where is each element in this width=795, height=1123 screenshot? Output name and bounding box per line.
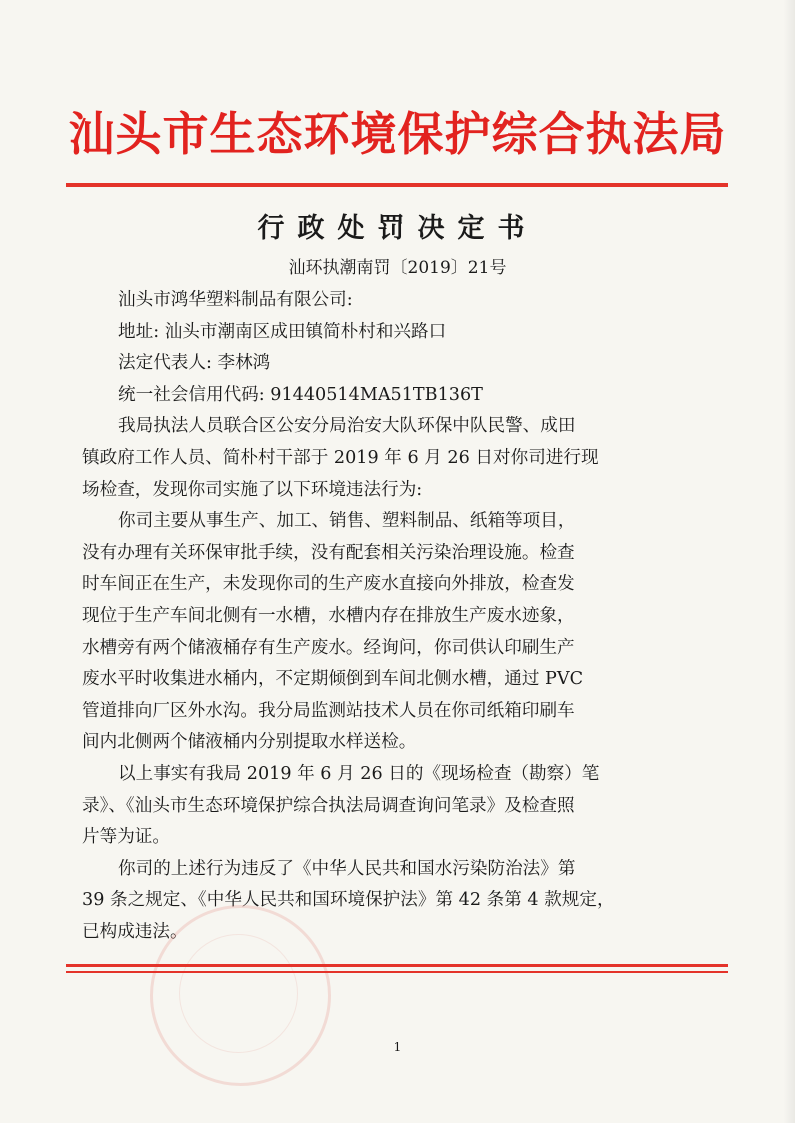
paragraph-line: 我局执法人员联合区公安分局治安大队环保中队民警、成田 <box>118 416 576 437</box>
paragraph-line: 时车间正在生产，未发现你司的生产废水直接向外排放，检查发 <box>82 574 575 595</box>
scan-edge-shadow <box>783 0 795 1123</box>
recipient-credit-code: 统一社会信用代码: 91440514MA51TB136T <box>118 384 483 405</box>
agency-name: 汕头市生态环境保护综合执法局 <box>68 107 727 161</box>
document-body <box>82 285 690 948</box>
footer-red-rule <box>66 964 728 967</box>
document-title: 行政处罚决定书 <box>257 213 538 244</box>
recipient-address: 地址: 汕头市潮南区成田镇简朴村和兴路口 <box>118 321 447 342</box>
recipient-representative: 法定代表人: 李林鸿 <box>118 353 271 374</box>
paragraph-line: 39 条之规定、《中华人民共和国环境保护法》第 42 条第 4 款规定， <box>82 890 615 911</box>
paragraph-line: 录》、《汕头市生态环境保护综合执法局调查询问笔录》及检查照 <box>82 795 575 816</box>
paragraph-line: 现位于生产车间北侧有一水槽，水槽内存在排放生产废水迹象， <box>82 605 575 626</box>
paragraph-line: 你司的上述行为违反了《中华人民共和国水污染防治法》第 <box>118 858 576 879</box>
paragraph-line: 水槽旁有两个储液桶存有生产废水。经询问，你司供认印刷生产 <box>82 637 575 658</box>
paragraph-line: 废水平时收集进水桶内，不定期倾倒到车间北侧水槽，通过 PVC <box>82 669 584 690</box>
paragraph-line: 已构成违法。 <box>82 921 188 942</box>
paragraph-evidence <box>82 759 690 854</box>
footer-red-rule-thin <box>66 971 728 973</box>
page-number: 1 <box>393 1040 402 1054</box>
paragraph-line: 以上事实有我局 2019 年 6 月 26 日的《现场检查（勘察）笔 <box>118 763 600 784</box>
paragraph-line: 没有办理有关环保审批手续，没有配套相关污染治理设施。检查 <box>82 542 575 563</box>
paragraph-line: 片等为证。 <box>82 827 170 848</box>
paragraph-violation-facts <box>82 506 690 759</box>
paragraph-line: 管道排向厂区外水沟。我分局监测站技术人员在你司纸箱印刷车 <box>82 700 575 721</box>
paragraph-inspection <box>82 411 690 506</box>
recipient-company: 汕头市鸿华塑料制品有限公司: <box>118 290 353 310</box>
header-red-rule <box>66 183 728 187</box>
paragraph-line: 间内北侧两个储液桶内分别提取水样送检。 <box>82 732 417 753</box>
paragraph-line: 你司主要从事生产、加工、销售、塑料制品、纸箱等项目， <box>118 511 576 532</box>
paragraph-line: 场检查，发现你司实施了以下环境违法行为: <box>82 479 423 500</box>
seal-inner-ring <box>179 934 298 1053</box>
document-number: 汕环执潮南罚〔2019〕21号 <box>288 258 507 278</box>
paragraph-line: 镇政府工作人员、简朴村干部于 2019 年 6 月 26 日对你司进行现 <box>82 447 599 468</box>
faded-official-seal <box>150 905 331 1086</box>
